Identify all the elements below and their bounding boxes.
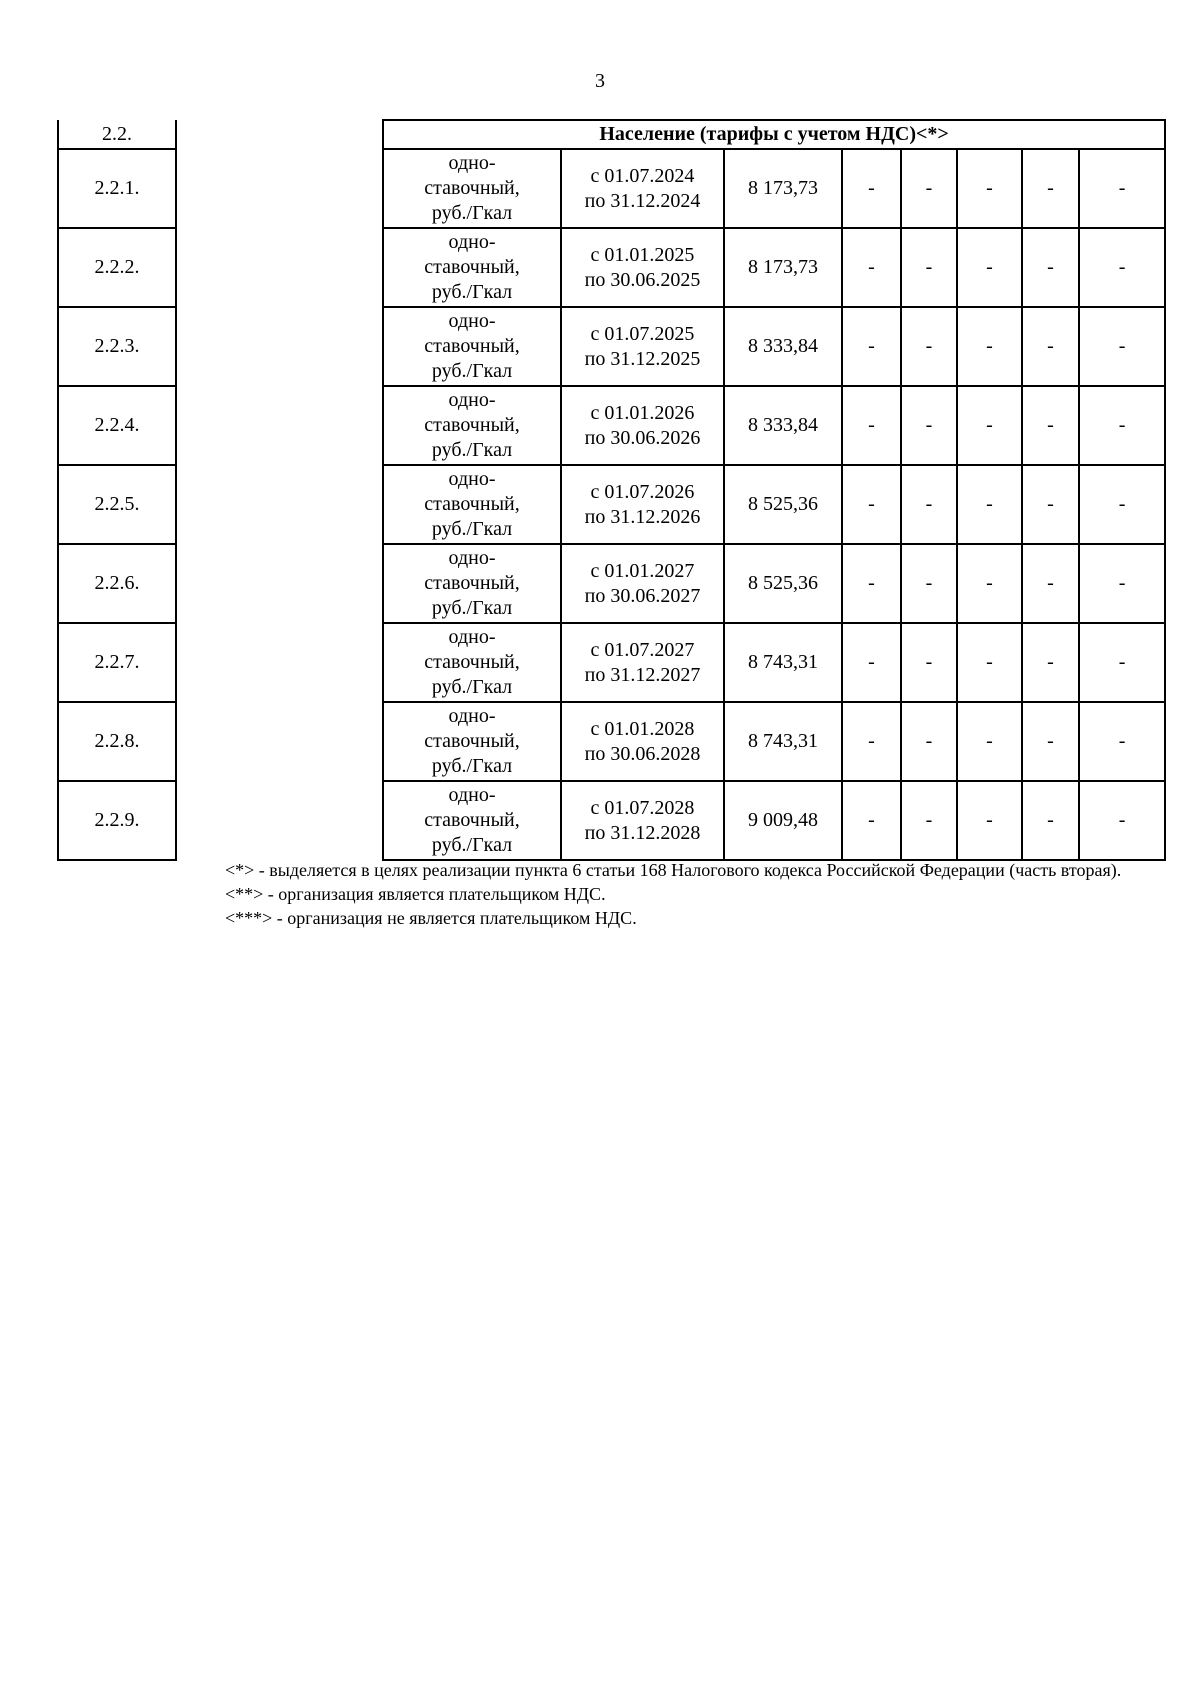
footnote-non-vat-payer: <***> - организация не является плательщиком НДС. <box>225 908 637 928</box>
period-from: с 01.07.2026 <box>590 480 695 503</box>
tariff-value: 8 173,73 <box>724 149 842 228</box>
validity-period <box>561 307 724 386</box>
period-from: с 01.07.2027 <box>590 638 695 661</box>
table-row <box>58 307 1165 386</box>
empty-value-cell: - <box>1079 228 1165 307</box>
blank-column-cell <box>176 781 383 860</box>
tariff-table <box>57 119 1166 861</box>
empty-value-cell: - <box>957 623 1022 702</box>
empty-value-cell: - <box>842 228 901 307</box>
rate-type <box>383 149 561 228</box>
rate-type-line: ставочный, <box>424 335 520 357</box>
period-to: по 31.12.2027 <box>584 663 701 686</box>
empty-value-cell: - <box>957 702 1022 781</box>
row-number: 2.2.8. <box>58 702 176 781</box>
empty-value-cell: - <box>901 544 957 623</box>
empty-value-cell: - <box>901 623 957 702</box>
row-number: 2.2.1. <box>58 149 176 228</box>
empty-value-cell: - <box>1022 149 1079 228</box>
empty-value-cell: - <box>842 307 901 386</box>
empty-value-cell: - <box>842 149 901 228</box>
empty-value-cell: - <box>901 307 957 386</box>
validity-period <box>561 149 724 228</box>
rate-type-line: одно- <box>448 784 496 806</box>
empty-value-cell: - <box>1079 307 1165 386</box>
empty-value-cell: - <box>957 544 1022 623</box>
validity-period <box>561 702 724 781</box>
section-title: Население (тарифы с учетом НДС)<*> <box>383 120 1165 149</box>
rate-type-line: ставочный, <box>424 572 520 594</box>
rate-type-line: ставочный, <box>424 651 520 673</box>
empty-value-cell: - <box>842 702 901 781</box>
table-row <box>58 465 1165 544</box>
period-to: по 30.06.2028 <box>584 742 701 765</box>
empty-value-cell: - <box>1079 781 1165 860</box>
blank-column-cell <box>176 307 383 386</box>
validity-period <box>561 623 724 702</box>
rate-type <box>383 386 561 465</box>
rate-type-line: одно- <box>448 231 496 253</box>
blank-column-cell <box>176 544 383 623</box>
table-row <box>58 386 1165 465</box>
empty-value-cell: - <box>901 465 957 544</box>
footnotes <box>170 858 1130 930</box>
rate-type-line: руб./Гкал <box>431 281 513 303</box>
empty-value-cell: - <box>957 149 1022 228</box>
period-to: по 30.06.2026 <box>584 426 701 449</box>
rate-type-line: руб./Гкал <box>431 518 513 540</box>
footnote-vat-allocation: <*> - выделяется в целях реализации пункта 6 статьи 168 Налогового кодекса Российской Федерации (часть вторая). <box>225 860 1122 880</box>
page-number: 3 <box>595 70 605 92</box>
empty-value-cell: - <box>1022 465 1079 544</box>
empty-value-cell: - <box>1022 702 1079 781</box>
rate-type-line: одно- <box>448 310 496 332</box>
rate-type <box>383 544 561 623</box>
blank-column-cell <box>176 386 383 465</box>
empty-value-cell: - <box>957 465 1022 544</box>
tariff-value: 9 009,48 <box>724 781 842 860</box>
rate-type-line: одно- <box>448 468 496 490</box>
empty-value-cell: - <box>1079 465 1165 544</box>
empty-value-cell: - <box>842 386 901 465</box>
footnote-vat-payer: <**> - организация является плательщиком НДС. <box>225 884 606 904</box>
period-from: с 01.01.2026 <box>590 401 695 424</box>
rate-type-line: руб./Гкал <box>431 834 513 856</box>
period-to: по 31.12.2025 <box>584 347 701 370</box>
validity-period <box>561 781 724 860</box>
empty-value-cell: - <box>1079 702 1165 781</box>
period-from: с 01.07.2024 <box>590 164 695 187</box>
rate-type <box>383 781 561 860</box>
rate-type-line: одно- <box>448 389 496 411</box>
rate-type-line: ставочный, <box>424 414 520 436</box>
table-row <box>58 149 1165 228</box>
rate-type-line: одно- <box>448 547 496 569</box>
rate-type-line: одно- <box>448 705 496 727</box>
rate-type <box>383 307 561 386</box>
rate-type-line: руб./Гкал <box>431 439 513 461</box>
empty-value-cell: - <box>901 149 957 228</box>
empty-value-cell: - <box>842 544 901 623</box>
rate-type <box>383 702 561 781</box>
row-number: 2.2.4. <box>58 386 176 465</box>
tariff-value: 8 333,84 <box>724 386 842 465</box>
empty-value-cell: - <box>1022 386 1079 465</box>
row-number: 2.2.3. <box>58 307 176 386</box>
validity-period <box>561 386 724 465</box>
row-number: 2.2.6. <box>58 544 176 623</box>
empty-value-cell: - <box>842 465 901 544</box>
rate-type-line: ставочный, <box>424 256 520 278</box>
tariff-value: 8 743,31 <box>724 702 842 781</box>
row-number: 2.2.7. <box>58 623 176 702</box>
rate-type-line: руб./Гкал <box>431 597 513 619</box>
validity-period <box>561 465 724 544</box>
period-to: по 31.12.2026 <box>584 505 701 528</box>
empty-value-cell: - <box>901 228 957 307</box>
rate-type-line: руб./Гкал <box>431 676 513 698</box>
rate-type-line: одно- <box>448 152 496 174</box>
empty-value-cell: - <box>1022 623 1079 702</box>
empty-value-cell: - <box>1022 781 1079 860</box>
empty-value-cell: - <box>1022 228 1079 307</box>
empty-value-cell: - <box>1022 544 1079 623</box>
empty-value-cell: - <box>957 781 1022 860</box>
period-from: с 01.07.2025 <box>590 322 695 345</box>
empty-value-cell: - <box>1079 623 1165 702</box>
rate-type <box>383 228 561 307</box>
tariff-value: 8 333,84 <box>724 307 842 386</box>
empty-value-cell: - <box>1079 544 1165 623</box>
table-row <box>58 544 1165 623</box>
blank-column-cell <box>176 465 383 544</box>
tariff-value: 8 525,36 <box>724 544 842 623</box>
rate-type <box>383 623 561 702</box>
rate-type-line: ставочный, <box>424 730 520 752</box>
period-to: по 30.06.2025 <box>584 268 701 291</box>
table-row <box>58 702 1165 781</box>
blank-column-cell <box>176 149 383 228</box>
rate-type-line: руб./Гкал <box>431 202 513 224</box>
tariff-value: 8 173,73 <box>724 228 842 307</box>
empty-value-cell: - <box>901 386 957 465</box>
rate-type-line: ставочный, <box>424 493 520 515</box>
rate-type-line: ставочный, <box>424 177 520 199</box>
table-row <box>58 623 1165 702</box>
tariff-value: 8 743,31 <box>724 623 842 702</box>
table-row <box>58 228 1165 307</box>
row-number: 2.2.9. <box>58 781 176 860</box>
empty-value-cell: - <box>901 781 957 860</box>
period-from: с 01.01.2025 <box>590 243 695 266</box>
blank-column-cell <box>176 623 383 702</box>
rate-type-line: ставочный, <box>424 809 520 831</box>
empty-value-cell: - <box>901 702 957 781</box>
empty-value-cell: - <box>957 228 1022 307</box>
row-number: 2.2.5. <box>58 465 176 544</box>
empty-value-cell: - <box>957 307 1022 386</box>
rate-type-line: руб./Гкал <box>431 360 513 382</box>
empty-value-cell: - <box>1022 307 1079 386</box>
blank-column-cell <box>176 228 383 307</box>
rate-type-line: одно- <box>448 626 496 648</box>
empty-value-cell: - <box>842 781 901 860</box>
empty-value-cell: - <box>842 623 901 702</box>
tariff-value: 8 525,36 <box>724 465 842 544</box>
blank-column-cell <box>176 120 383 149</box>
period-from: с 01.01.2028 <box>590 717 695 740</box>
rate-type-line: руб./Гкал <box>431 755 513 777</box>
empty-value-cell: - <box>957 386 1022 465</box>
section-header-row <box>58 120 1165 149</box>
period-from: с 01.01.2027 <box>590 559 695 582</box>
row-number: 2.2.2. <box>58 228 176 307</box>
rate-type <box>383 465 561 544</box>
validity-period <box>561 544 724 623</box>
blank-column-cell <box>176 702 383 781</box>
period-from: с 01.07.2028 <box>590 796 695 819</box>
period-to: по 31.12.2024 <box>584 189 701 212</box>
period-to: по 30.06.2027 <box>584 584 701 607</box>
empty-value-cell: - <box>1079 386 1165 465</box>
table-row <box>58 781 1165 860</box>
period-to: по 31.12.2028 <box>584 821 701 844</box>
section-number: 2.2. <box>58 120 176 149</box>
validity-period <box>561 228 724 307</box>
empty-value-cell: - <box>1079 149 1165 228</box>
